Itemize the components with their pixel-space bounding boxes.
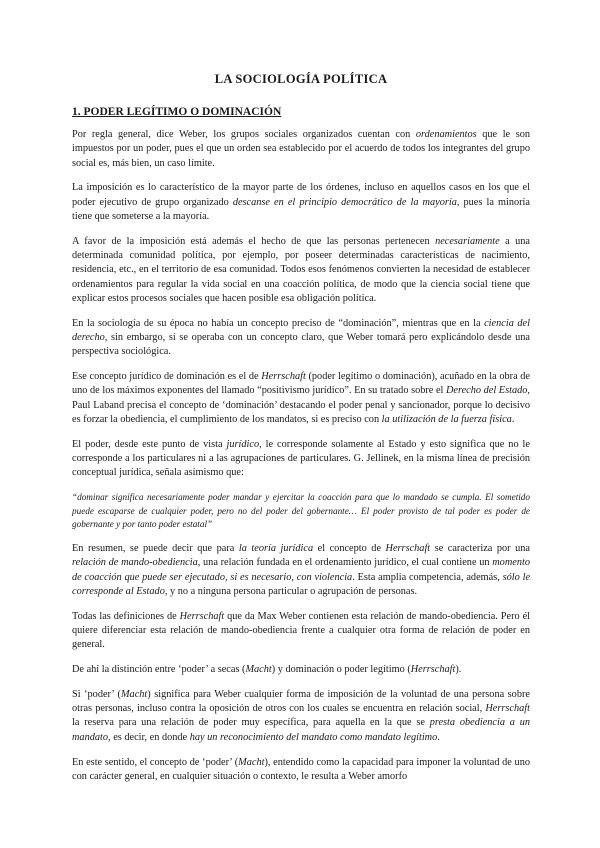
italic-text: Derecho del Estado [445, 385, 528, 397]
text-run: . [511, 414, 515, 426]
paragraph-3 [72, 235, 530, 306]
jellinek-quote: “dominar significa necesariamente poder mandar y ejercitar la coacción para que lo mandado se cumpla. El sometido puede escaparse de cualquier poder, pero no del poder del gobernante… El poder provisto de tal poder es poder de gobernante y por tanto poder estatal” [72, 492, 530, 530]
italic-text: la teoría jurídica [238, 542, 314, 554]
text-run: Por regla general, dice Weber, los grupos sociales organizados cuentan con [72, 129, 416, 140]
text-run: , es decir, en donde [108, 731, 190, 743]
italic-text: Herrschaft [485, 703, 530, 715]
text-run: En la sociología de su época no había un concepto preciso de “dominación”, mientras que en la [72, 317, 485, 329]
text-run: ) y dominación o poder legítimo ( [271, 664, 411, 676]
text-run: De ahí la distinción entre ‘poder’ a secas ( [72, 664, 246, 676]
italic-text: Herrschaft [261, 371, 306, 383]
italic-text: descanse en el principio democrático de la mayoría [232, 196, 457, 208]
document-title: LA SOCIOLOGÍA POLÍTICA [214, 72, 388, 86]
text-run: se caracteriza por una [430, 542, 530, 554]
italic-text: Macht [238, 756, 265, 768]
text-run: , una relación fundada en el ordenamiento jurídico, el cual contiene un [197, 557, 493, 569]
text-run: que le son impuestos por un poder, pues el que un orden sea establecido por el acuerdo de todos los integrantes del grupo social es, más bien, un caso límite. [72, 129, 530, 169]
text-run: , pues la minoría tiene que someterse a la mayoría. [72, 196, 530, 222]
italic-text: Herrschaft [410, 664, 456, 676]
text-run: ) significa para Weber cualquier forma de imposición de la voluntad de una persona sobre otras personas, incluso contra la oposición de otros con los cuales se encuentra en relación social, [72, 688, 530, 715]
italic-text: relación de mando-obediencia [72, 557, 198, 569]
paragraph-2 [72, 181, 530, 224]
text-run: . Esta amplia competencia, además, [352, 571, 503, 583]
text-run: Ese concepto jurídico de dominación es el de [72, 371, 262, 383]
text-run: , y no a ninguna persona particular o agrupación de personas. [164, 585, 418, 597]
text-run: a una determinada comunidad política, por ejemplo, por poseer determinadas características de nacimiento, residencia, etc., en el territorio de esa comunidad. Todos esos fenómenos convierten la necesidad de establecer ordenamientos para regular la vida social en una coacción política, de modo que la ciencia social tiene que explicar estos procesos sociales que hacen posible esa obligación política. [72, 235, 530, 304]
italic-text: momento de coacción que puede ser ejecutado, si es necesario, con violencia [72, 557, 530, 583]
text-run: A favor de la imposición está además el hecho de que las personas pertenecen [72, 235, 436, 247]
paragraph-11 [72, 756, 530, 785]
paragraph-4 [72, 317, 530, 360]
paragraph-9 [72, 663, 530, 677]
text-run: , sin embargo, sí se operaba con un concepto claro, que Weber tomará pero explicándolo desde una perspectiva sociológica. [72, 332, 530, 358]
italic-text: ciencia del derecho [72, 317, 530, 344]
text-run: ), entendido como la capacidad para imponer la voluntad de uno con carácter general, en cualquier situación o contexto, le resulta a Weber amorfo [72, 756, 530, 782]
italic-text: necesariamente [435, 235, 500, 247]
paragraph-1 [72, 128, 530, 171]
text-run: ). [455, 664, 462, 676]
text-run: En resumen, se puede decir que para [72, 542, 239, 554]
italic-text: Macht [245, 664, 272, 676]
text-run: Todas las definiciones de [72, 610, 180, 622]
italic-text: Herrschaft [179, 610, 225, 622]
paragraph-10 [72, 688, 530, 745]
italic-text: sólo le corresponde al Estado [72, 571, 531, 597]
section-heading: 1. PODER LEGÍTIMO O DOMINACIÓN [72, 106, 282, 118]
text-run: la reserva para una relación de poder muy específica, para aquella en la que se [72, 717, 430, 729]
italic-text: Herrschaft [385, 542, 431, 554]
paragraph-7 [72, 542, 530, 599]
text-run: En este sentido, el concepto de ‘poder’ ( [72, 756, 239, 768]
italic-text: ordenamientos [415, 129, 477, 140]
text-run: , le corresponde solamente al Estado y esto significa que no le corresponde a los particulares ni a las agrupaciones de particulares. G. Jellinek, en la misma línea de precisión conceptual jurídica, señala asimismo que: [72, 438, 530, 479]
italic-text: hay un reconocimiento del mandato como mandato legítimo [189, 731, 438, 743]
text-run: el concepto de [313, 542, 386, 554]
italic-text: presta obediencia a un mandato [72, 717, 530, 743]
text-run: , Paul Laband precisa el concepto de ‘dominación’ destacando el poder penal y sancionador, porque lo decisivo es forzar la obediencia, el cumplimiento de los mandatos, si es preciso con [72, 385, 530, 426]
italic-text: Macht [120, 688, 148, 700]
paragraph-8 [72, 610, 530, 653]
text-run: El poder, desde este punto de vista [72, 438, 227, 450]
italic-text: jurídico [226, 438, 260, 450]
paragraph-5 [72, 370, 530, 427]
text-run: (poder legítimo o dominación), acuñado en la obra de uno de los máximos exponentes del llamado “positivismo jurídico”. En su tratado sobre el [72, 371, 530, 397]
text-run: . [437, 731, 440, 743]
text-run: Si ‘poder’ ( [72, 688, 121, 700]
text-run: La imposición es lo característico de la mayor parte de los órdenes, incluso en aquellos casos en los que el poder ejecutivo de grupo organizado [72, 182, 530, 208]
text-run: que da Max Weber contienen esta relación de mando-obediencia. Pero él quiere diferenciar esta relación de mando-obediencia frente a cualquier otra forma de relación de poder en general. [72, 610, 530, 651]
italic-text: la utilización de la fuerza física [381, 414, 512, 426]
paragraph-6 [72, 438, 530, 481]
